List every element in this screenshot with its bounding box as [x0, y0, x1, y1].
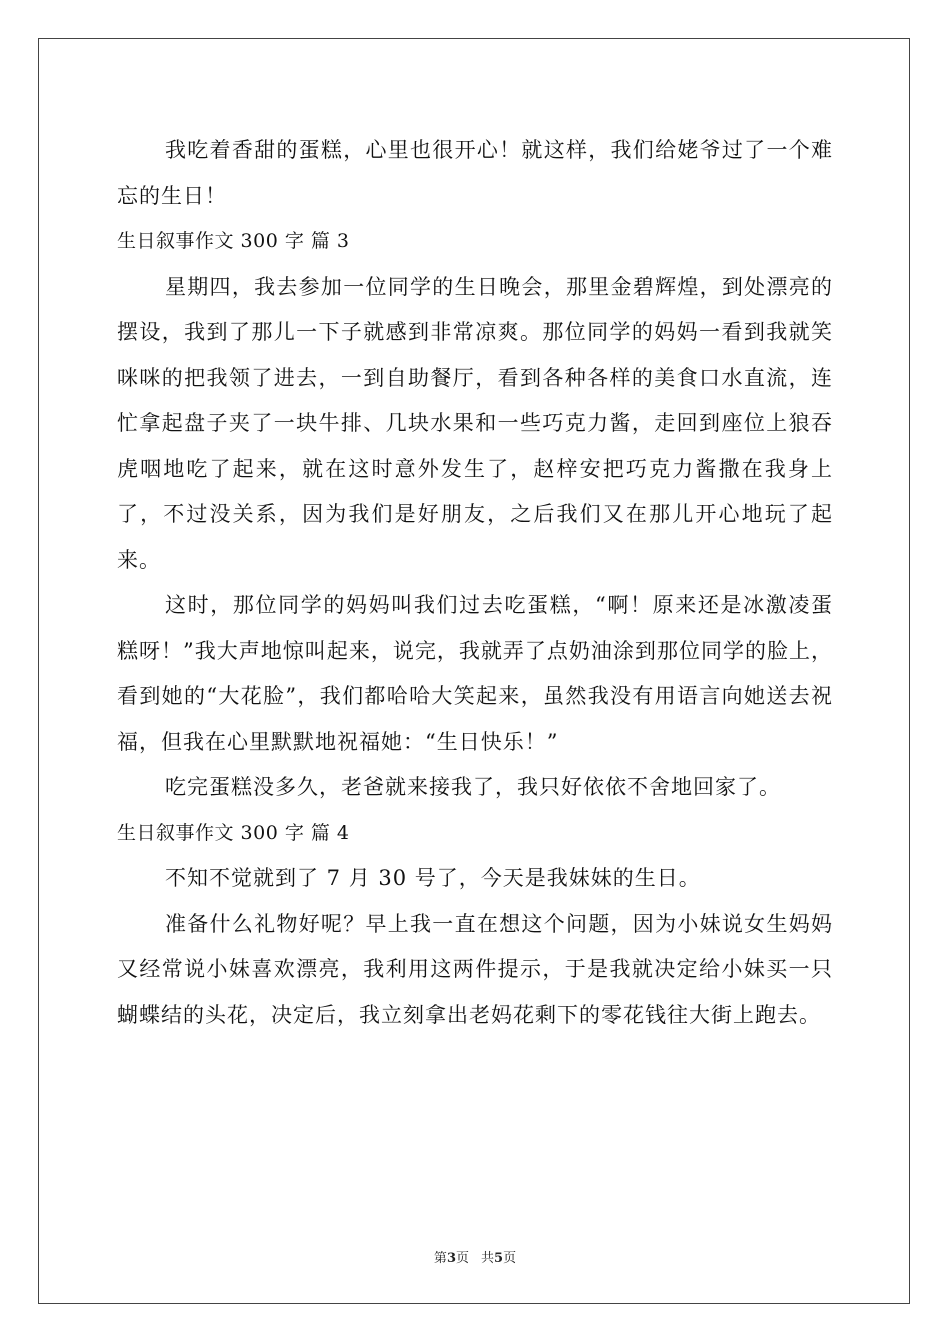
page-current: 3: [446, 1251, 456, 1266]
section-heading: 生日叙事作文 300 字 篇 3: [117, 230, 350, 252]
paragraph: 我吃着香甜的蛋糕，心里也很开心！就这样，我们给姥爷过了一个难忘的生日！: [117, 138, 833, 208]
page-suffix: 页: [455, 1251, 469, 1266]
paragraph: 吃完蛋糕没多久，老爸就来接我了，我只好依依不舍地回家了。: [165, 775, 781, 799]
page-prefix: 第: [433, 1251, 447, 1266]
page-footer: [0, 1247, 950, 1266]
page-total: 5: [494, 1251, 504, 1266]
total-suffix: 页: [503, 1251, 517, 1266]
paragraph: 这时，那位同学的妈妈叫我们过去吃蛋糕，“啊！原来还是冰激凌蛋糕呀！”我大声地惊叫起来，说完，我就弄了点奶油涂到那位同学的脸上，看到她的“大花脸”，我们都哈哈大笑起来，虽然我没有用语言向她送去祝福，但我在心里默默地祝福她：“生日快乐！”: [117, 593, 833, 754]
document-body: [117, 128, 833, 1038]
total-prefix: 共: [481, 1251, 495, 1266]
section-heading: 生日叙事作文 300 字 篇 4: [117, 821, 350, 844]
paragraph: 星期四，我去参加一位同学的生日晚会，那里金碧辉煌，到处漂亮的摆设，我到了那儿一下子就感到非常凉爽。那位同学的妈妈一看到我就笑咪咪的把我领了进去，一到自助餐厅，看到各种各样的美食口水直流，连忙拿起盘子夹了一块牛排、几块水果和一些巧克力酱，走回到座位上狼吞虎咽地吃了起来，就在这时意外发生了，赵梓安把巧克力酱撒在我身上了，不过没关系，因为我们是好朋友，之后我们又在那儿开心地玩了起来。: [117, 274, 833, 572]
paragraph: 准备什么礼物好呢？早上我一直在想这个问题，因为小妹说女生妈妈又经常说小妹喜欢漂亮，我利用这两件提示，于是我就决定给小妹买一只蝴蝶结的头花，决定后，我立刻拿出老妈花剩下的零花钱往大街上跑去。: [117, 911, 833, 1027]
paragraph: 不知不觉就到了 7 月 30 号了，今天是我妹妹的生日。: [165, 866, 701, 890]
